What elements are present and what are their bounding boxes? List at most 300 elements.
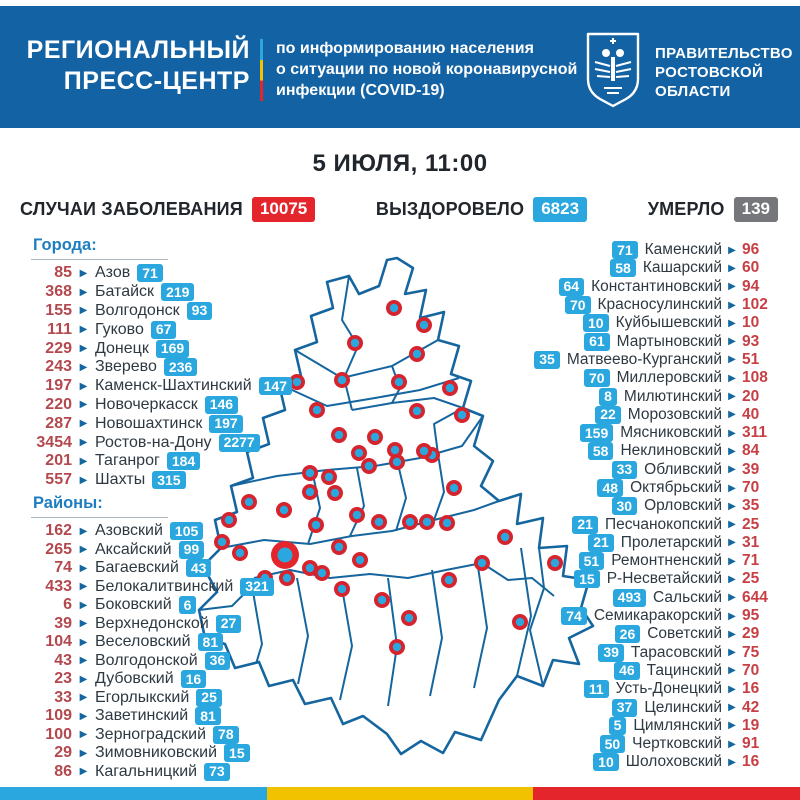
subtitle-line-2: о ситуации по новой коронавирусной [276,61,578,78]
list-arrow-icon: ▶ [728,756,736,768]
place-name: Белокалитвинский [95,577,234,595]
list-arrow-icon: ▶ [728,354,736,366]
list-arrow-icon: ▶ [728,720,736,732]
district-marker-dot [306,488,314,496]
list-arrow-icon: ▶ [79,655,88,667]
list-arrow-icon: ▶ [79,437,88,449]
cities-section-header: Города: [33,236,97,254]
cases-count: 102 [742,296,768,314]
list-arrow-icon: ▶ [79,361,88,373]
cases-count: 70 [742,661,760,679]
district-row [534,607,778,625]
districts-list-left [20,522,274,781]
district-marker-dot [413,350,421,358]
cases-count: 33 [54,688,72,706]
list-arrow-icon: ▶ [728,299,736,311]
cases-count: 71 [742,552,760,570]
list-arrow-icon: ▶ [79,286,88,298]
place-name: Дубовский [95,670,174,688]
district-marker-dot [420,447,428,455]
district-marker-dot [356,556,364,564]
district-marker-dot [420,321,428,329]
district-row [534,735,778,753]
district-row [20,615,274,634]
place-name: Советский [647,625,722,643]
list-arrow-icon: ▶ [79,710,88,722]
cases-count: 557 [45,471,72,489]
list-arrow-icon: ▶ [728,336,736,348]
recovered-badge: 184 [167,452,200,470]
district-row [20,633,274,652]
district-row [20,689,274,708]
list-arrow-icon: ▶ [79,418,88,430]
cases-count: 433 [45,577,72,595]
recovered-badge: 8 [599,388,617,406]
gov-line-2: РОСТОВСКОЙ [655,64,764,81]
place-name: Новошахтинск [95,414,203,432]
district-row [534,515,778,533]
place-name: Цимлянский [633,716,722,734]
district-row [20,726,274,745]
district-row [20,559,274,578]
place-name: Миллеровский [616,369,722,387]
district-row [20,578,274,597]
place-name: Таганрог [95,452,160,470]
section-rule [31,517,168,518]
place-name: Донецк [95,339,149,357]
district-marker-dot [501,533,509,541]
place-name: Каменск-Шахтинский [95,377,252,395]
district-row [20,763,274,782]
cases-count: 75 [742,643,760,661]
list-arrow-icon: ▶ [728,537,736,549]
cases-count: 43 [54,651,72,669]
cases-count: 25 [742,515,760,533]
header-subtitle [276,38,577,101]
recovered-badge: 61 [584,333,610,351]
city-row [20,414,292,433]
recovered-badge: 50 [600,735,626,753]
district-marker-dot [406,518,414,526]
place-name: Обливский [644,460,722,478]
list-arrow-icon: ▶ [728,391,736,403]
place-name: Мясниковский [620,424,722,442]
recovered-badge: 236 [164,358,197,376]
cases-count: 85 [54,264,72,282]
cases-count: 243 [45,358,72,376]
recovered-badge: 315 [152,471,185,489]
recovered-badge: 37 [612,699,638,717]
list-arrow-icon: ▶ [79,267,88,279]
recovered-total-badge: 6823 [533,197,587,222]
place-name: Верхнедонской [95,614,209,632]
recovered-badge: 35 [534,351,560,369]
flag-stripe-red [533,787,800,800]
cases-count: 109 [45,707,72,725]
cases-count: 39 [742,460,760,478]
cases-count: 311 [742,424,768,442]
district-marker-dot [306,564,314,572]
cases-count: 100 [45,725,72,743]
recovered-badge: 16 [181,670,207,688]
list-arrow-icon: ▶ [728,482,736,494]
place-name: Орловский [644,497,722,515]
list-arrow-icon: ▶ [728,500,736,512]
recovered-badge: 15 [574,570,600,588]
cases-count: 6 [63,596,72,614]
district-row [534,662,778,680]
place-name: Семикаракорский [593,607,722,625]
list-arrow-icon: ▶ [728,409,736,421]
place-name: Веселовский [95,633,191,651]
recovered-badge: 70 [565,296,591,314]
cases-count: 229 [45,339,72,357]
list-arrow-icon: ▶ [728,372,736,384]
recovered-badge: 10 [583,314,609,332]
list-arrow-icon: ▶ [79,343,88,355]
list-arrow-icon: ▶ [728,683,736,695]
place-name: Волгодонск [95,301,180,319]
brand-line-2: ПРЕСС-ЦЕНТР [63,67,250,95]
list-arrow-icon: ▶ [728,464,736,476]
district-row [534,698,778,716]
stat-recovered [376,197,587,222]
district-marker-dot [393,458,401,466]
district-row [20,707,274,726]
right-statistics-column [534,241,778,772]
district-marker-dot [318,569,326,577]
district-marker-dot [391,446,399,454]
city-row [20,320,292,339]
place-name: Шахты [95,471,146,489]
subtitle-line-3: инфекции (COVID-19) [276,82,445,99]
cases-count: 25 [742,570,760,588]
cases-count: 40 [742,405,760,423]
district-marker-dot [395,378,403,386]
recovered-badge: 78 [213,726,239,744]
place-name: Чертковский [632,735,722,753]
place-name: Азовский [95,522,163,540]
died-label: УМЕРЛО [647,199,725,219]
cases-count: 23 [54,670,72,688]
cases-count: 10 [742,314,760,332]
list-arrow-icon: ▶ [79,673,88,685]
place-name: Мартыновский [616,332,722,350]
place-name: Каменский [644,241,722,259]
list-arrow-icon: ▶ [79,544,88,556]
place-name: Зверево [95,358,157,376]
district-row [534,461,778,479]
district-row [20,670,274,689]
place-name: Кагальницкий [95,762,198,780]
district-marker-dot [450,484,458,492]
cases-count: 3454 [36,433,72,451]
cases-count: 19 [742,716,760,734]
place-name: Багаевский [95,559,179,577]
district-marker-dot [458,411,466,419]
district-marker-dot [338,376,346,384]
place-name: Гуково [95,320,144,338]
recovered-badge: 159 [580,424,613,442]
district-marker-dot [445,576,453,584]
recovered-badge: 30 [612,497,638,515]
recovered-badge: 39 [598,644,624,662]
district-row [534,241,778,259]
place-name: Шолоховский [625,753,722,771]
flag-stripe-blue [0,787,267,800]
cases-count: 29 [54,744,72,762]
coat-of-arms-icon [584,31,642,114]
place-name: Сальский [653,588,722,606]
cases-count: 35 [742,497,760,515]
list-arrow-icon: ▶ [728,317,736,329]
recovered-badge: 197 [209,415,242,433]
district-marker-dot [353,511,361,519]
district-row [534,406,778,424]
brand-line-1: РЕГИОНАЛЬНЫЙ [26,36,250,64]
city-row [20,377,292,396]
recovered-badge: 81 [195,707,221,725]
list-arrow-icon: ▶ [728,628,736,640]
district-marker-dot [245,498,253,506]
list-arrow-icon: ▶ [728,702,736,714]
recovered-badge: 93 [187,302,213,320]
recovered-badge: 169 [156,340,189,358]
recovered-badge: 21 [588,534,614,552]
district-row [534,570,778,588]
list-arrow-icon: ▶ [79,599,88,611]
cases-count: 94 [742,277,760,295]
district-row [20,541,274,560]
city-row [20,396,292,415]
list-arrow-icon: ▶ [728,244,736,256]
recovered-badge: 48 [597,479,623,497]
list-arrow-icon: ▶ [79,636,88,648]
cases-count: 74 [54,559,72,577]
district-row [534,351,778,369]
district-marker-dot [351,339,359,347]
district-row [534,442,778,460]
list-arrow-icon: ▶ [79,747,88,759]
recovered-badge: 25 [196,689,222,707]
recovered-badge: 321 [240,578,273,596]
city-row [20,471,292,490]
district-marker-dot [516,618,524,626]
city-row [20,302,292,321]
cases-count: 201 [45,452,72,470]
recovered-badge: 70 [584,369,610,387]
list-arrow-icon: ▶ [728,610,736,622]
recovered-badge: 11 [584,680,609,698]
districts-section-header: Районы: [33,494,103,512]
district-marker-dot [313,406,321,414]
place-name: Тацинский [646,661,722,679]
totals-row [20,197,778,222]
place-name: Октябрьский [630,479,722,496]
city-row [20,339,292,358]
district-row [534,424,778,442]
recovered-badge: 67 [151,321,177,339]
recovered-badge: 99 [179,541,205,559]
list-arrow-icon: ▶ [79,618,88,630]
cases-count: 162 [45,522,72,540]
government-logo [584,31,793,114]
list-arrow-icon: ▶ [728,262,736,274]
recovered-badge: 5 [609,717,627,735]
list-arrow-icon: ▶ [79,324,88,336]
place-name: Зимовниковский [95,744,218,762]
district-marker-dot [413,407,421,415]
list-arrow-icon: ▶ [79,399,88,411]
flag-stripe-yellow [267,787,533,800]
recovered-badge: 10 [593,753,619,771]
district-marker-dot [393,643,401,651]
rostov-city-marker-dot [278,548,293,563]
flag-stripe [0,787,800,800]
recovered-badge: 6 [179,596,197,614]
cases-count: 96 [742,241,760,259]
place-name: Боковский [95,596,172,614]
cases-count: 29 [742,625,760,643]
cases-count: 220 [45,395,72,413]
district-marker-dot [355,449,363,457]
district-row [20,652,274,671]
place-name: Пролетарский [620,533,722,551]
list-arrow-icon: ▶ [79,729,88,741]
place-name: Усть-Донецкий [615,680,722,698]
recovered-badge: 147 [259,377,292,395]
flag-divider [260,39,263,101]
place-name: Константиновский [591,277,722,295]
city-row [20,358,292,377]
cases-total-badge: 10075 [252,197,315,222]
recovered-badge: 58 [588,442,614,460]
district-row [534,369,778,387]
cases-count: 265 [45,540,72,558]
list-arrow-icon: ▶ [79,380,88,392]
list-arrow-icon: ▶ [728,738,736,750]
cases-count: 20 [742,387,760,405]
district-marker-dot [283,574,291,582]
stat-cases [20,197,315,222]
gov-line-3: ОБЛАСТИ [655,83,731,100]
district-row [534,296,778,314]
district-row [20,522,274,541]
recovered-badge: 146 [205,396,238,414]
place-name: Азов [95,264,131,282]
cases-count: 197 [45,377,72,395]
district-marker-dot [338,585,346,593]
district-row [534,278,778,296]
cases-count: 16 [742,753,760,771]
city-row [20,283,292,302]
recovered-badge: 46 [614,662,640,680]
stat-died [648,197,778,222]
list-arrow-icon: ▶ [79,525,88,537]
recovered-badge: 27 [216,615,242,633]
cases-count: 95 [742,607,760,625]
district-row [534,479,778,497]
cases-label: СЛУЧАИ ЗАБОЛЕВАНИЯ [20,199,243,219]
recovered-label: ВЫЗДОРОВЕЛО [375,199,525,219]
cases-count: 155 [45,301,72,319]
district-row [534,534,778,552]
recovered-badge: 26 [615,625,641,643]
section-rule [31,259,168,260]
cases-count: 287 [45,414,72,432]
city-row [20,264,292,283]
district-marker-dot [390,304,398,312]
list-arrow-icon: ▶ [79,474,88,486]
list-arrow-icon: ▶ [79,455,88,467]
recovered-badge: 43 [186,559,212,577]
cases-count: 104 [45,633,72,651]
cases-count: 93 [742,332,760,350]
died-total-badge: 139 [734,197,778,222]
district-row [534,314,778,332]
district-marker-dot [443,519,451,527]
place-name: Батайск [95,283,155,301]
district-marker-dot [375,518,383,526]
recovered-badge: 493 [613,589,646,607]
place-name: Кашарский [642,259,722,277]
district-marker-dot [312,521,320,529]
district-row [534,552,778,570]
district-row [534,332,778,350]
cases-count: 108 [742,369,768,387]
place-name: Тарасовский [630,643,722,661]
place-name: Куйбышевский [615,314,722,332]
place-name: Волгодонской [95,651,198,669]
place-name: Песчанокопский [604,515,722,533]
district-row [534,259,778,277]
list-arrow-icon: ▶ [728,519,736,531]
list-arrow-icon: ▶ [728,445,736,457]
list-arrow-icon: ▶ [728,665,736,677]
district-row [534,625,778,643]
district-row [534,644,778,662]
list-arrow-icon: ▶ [79,692,88,704]
cases-count: 39 [54,614,72,632]
district-marker-dot [405,614,413,622]
district-row [534,387,778,405]
cases-count: 644 [742,588,768,606]
report-date-title: 5 ИЮЛЯ, 11:00 [312,150,488,177]
cases-count: 111 [47,320,72,338]
list-arrow-icon: ▶ [79,766,88,778]
recovered-badge: 51 [579,552,605,570]
recovered-badge: 71 [612,241,638,259]
recovered-badge: 58 [610,259,636,277]
district-row [534,589,778,607]
district-marker-dot [306,469,314,477]
district-marker-dot [446,384,454,392]
list-arrow-icon: ▶ [728,555,736,567]
cases-count: 70 [742,479,760,496]
list-arrow-icon: ▶ [728,573,736,585]
cases-count: 60 [742,259,760,277]
recovered-badge: 36 [205,652,231,670]
subtitle-line-1: по информированию населения [276,40,534,57]
cases-count: 16 [742,680,760,698]
district-marker-dot [365,462,373,470]
place-name: Р-Несветайский [606,570,722,588]
place-name: Матвеево-Курганский [566,350,722,368]
place-name: Целинский [644,698,722,716]
city-row [20,452,292,471]
districts-list-right [534,241,778,772]
cases-count: 86 [54,762,72,780]
